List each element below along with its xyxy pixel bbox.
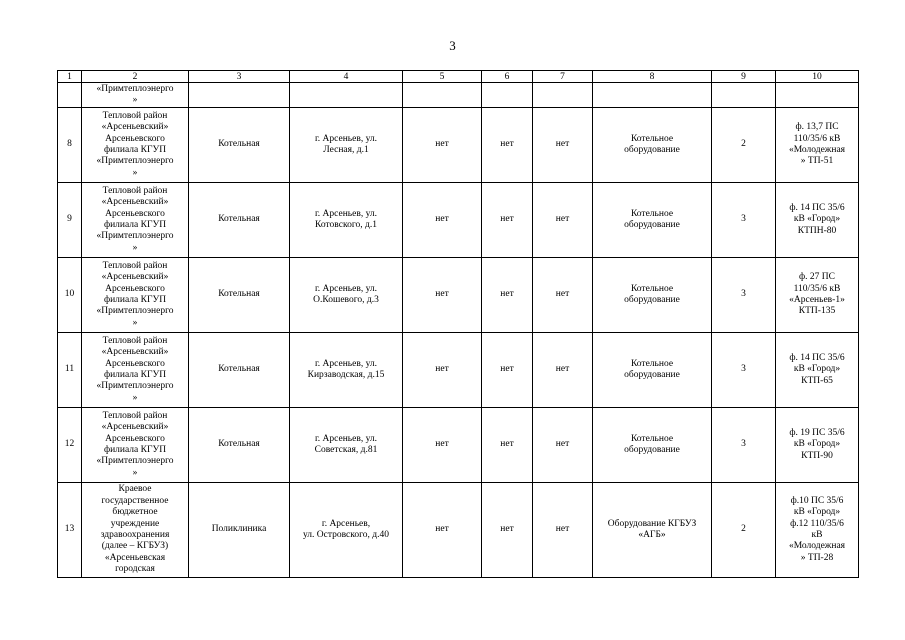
- cell-owner: Тепловой район «Арсеньевский» Арсеньевского филиала КГУП «Примтеплоэнерго »: [82, 108, 189, 183]
- table-row: [58, 333, 859, 408]
- cell-feed: ф.10 ПС 35/6 кВ «Город» ф.12 110/35/6 кВ «Молодежная » ТП-28: [776, 483, 859, 578]
- cell-address: г. Арсеньев, ул. Кирзаводская, д.15: [290, 333, 403, 408]
- column-header: 7: [533, 71, 593, 83]
- cell: нет: [482, 183, 533, 258]
- table-row: [58, 408, 859, 483]
- cell-object: Котельная: [189, 408, 290, 483]
- data-table: [57, 70, 859, 578]
- cell-owner: Тепловой район «Арсеньевский» Арсеньевского филиала КГУП «Примтеплоэнерго »: [82, 408, 189, 483]
- column-number-row: [58, 71, 859, 83]
- cell-number: 11: [58, 333, 82, 408]
- column-header: 9: [712, 71, 776, 83]
- cell: нет: [403, 408, 482, 483]
- cell: [482, 83, 533, 108]
- cell: [533, 83, 593, 108]
- cell: [776, 83, 859, 108]
- cell: нет: [482, 483, 533, 578]
- cell-category: 3: [712, 183, 776, 258]
- cell-object: Поликлиника: [189, 483, 290, 578]
- table-row: [58, 258, 859, 333]
- cell-number: 13: [58, 483, 82, 578]
- cell-owner: Тепловой район «Арсеньевский» Арсеньевского филиала КГУП «Примтеплоэнерго »: [82, 333, 189, 408]
- cell: нет: [533, 258, 593, 333]
- cell: нет: [403, 183, 482, 258]
- cell: [58, 83, 82, 108]
- column-header: 4: [290, 71, 403, 83]
- cell-address: г. Арсеньев, ул. Советская, д.81: [290, 408, 403, 483]
- column-header: 6: [482, 71, 533, 83]
- continuation-row: [58, 83, 859, 108]
- page-number: 3: [449, 38, 456, 53]
- cell: нет: [403, 483, 482, 578]
- cell: нет: [403, 108, 482, 183]
- cell: [403, 83, 482, 108]
- cell-owner: «Примтеплоэнерго »: [82, 83, 189, 108]
- cell-number: 9: [58, 183, 82, 258]
- cell-category: 3: [712, 408, 776, 483]
- column-header: 5: [403, 71, 482, 83]
- column-header: 8: [593, 71, 712, 83]
- cell-equipment: Котельное оборудование: [593, 333, 712, 408]
- cell-category: 2: [712, 483, 776, 578]
- column-header: 2: [82, 71, 189, 83]
- cell: [593, 83, 712, 108]
- cell-equipment: Котельное оборудование: [593, 408, 712, 483]
- cell: нет: [533, 333, 593, 408]
- cell-owner: Тепловой район «Арсеньевский» Арсеньевского филиала КГУП «Примтеплоэнерго »: [82, 183, 189, 258]
- cell: нет: [403, 333, 482, 408]
- cell-feed: ф. 27 ПС 110/35/6 кВ «Арсеньев-1» КТП-135: [776, 258, 859, 333]
- cell-category: 2: [712, 108, 776, 183]
- cell: нет: [403, 258, 482, 333]
- cell: нет: [533, 483, 593, 578]
- table-row: [58, 183, 859, 258]
- cell: нет: [482, 108, 533, 183]
- cell-address: г. Арсеньев, ул. Лесная, д.1: [290, 108, 403, 183]
- cell-address: г. Арсеньев, ул. О.Кошевого, д.3: [290, 258, 403, 333]
- cell-equipment: Котельное оборудование: [593, 183, 712, 258]
- cell-object: Котельная: [189, 258, 290, 333]
- column-header: 10: [776, 71, 859, 83]
- cell-object: Котельная: [189, 108, 290, 183]
- cell-address: г. Арсеньев, ул. Островского, д.40: [290, 483, 403, 578]
- cell-number: 10: [58, 258, 82, 333]
- cell-equipment: Котельное оборудование: [593, 258, 712, 333]
- cell: нет: [482, 408, 533, 483]
- cell: нет: [482, 258, 533, 333]
- cell-feed: ф. 19 ПС 35/6 кВ «Город» КТП-90: [776, 408, 859, 483]
- cell: нет: [533, 183, 593, 258]
- cell-number: 12: [58, 408, 82, 483]
- cell: [189, 83, 290, 108]
- cell-feed: ф. 14 ПС 35/6 кВ «Город» КТПН-80: [776, 183, 859, 258]
- cell: нет: [533, 408, 593, 483]
- cell-address: г. Арсеньев, ул. Котовского, д.1: [290, 183, 403, 258]
- cell: нет: [533, 108, 593, 183]
- table-row: [58, 483, 859, 578]
- cell-number: 8: [58, 108, 82, 183]
- cell-owner: Тепловой район «Арсеньевский» Арсеньевского филиала КГУП «Примтеплоэнерго »: [82, 258, 189, 333]
- cell: нет: [482, 333, 533, 408]
- column-header: 3: [189, 71, 290, 83]
- cell: [290, 83, 403, 108]
- cell-owner: Краевое государственное бюджетное учреждение здравоохранения (далее – КГБУЗ) «Арсеньевская городская: [82, 483, 189, 578]
- cell-equipment: Котельное оборудование: [593, 108, 712, 183]
- column-header: 1: [58, 71, 82, 83]
- cell-object: Котельная: [189, 183, 290, 258]
- cell-category: 3: [712, 258, 776, 333]
- cell-feed: ф. 13,7 ПС 110/35/6 кВ «Молодежная » ТП-51: [776, 108, 859, 183]
- cell: [712, 83, 776, 108]
- table-row: [58, 108, 859, 183]
- cell-category: 3: [712, 333, 776, 408]
- cell-object: Котельная: [189, 333, 290, 408]
- cell-feed: ф. 14 ПС 35/6 кВ «Город» КТП-65: [776, 333, 859, 408]
- cell-equipment: Оборудование КГБУЗ «АГБ»: [593, 483, 712, 578]
